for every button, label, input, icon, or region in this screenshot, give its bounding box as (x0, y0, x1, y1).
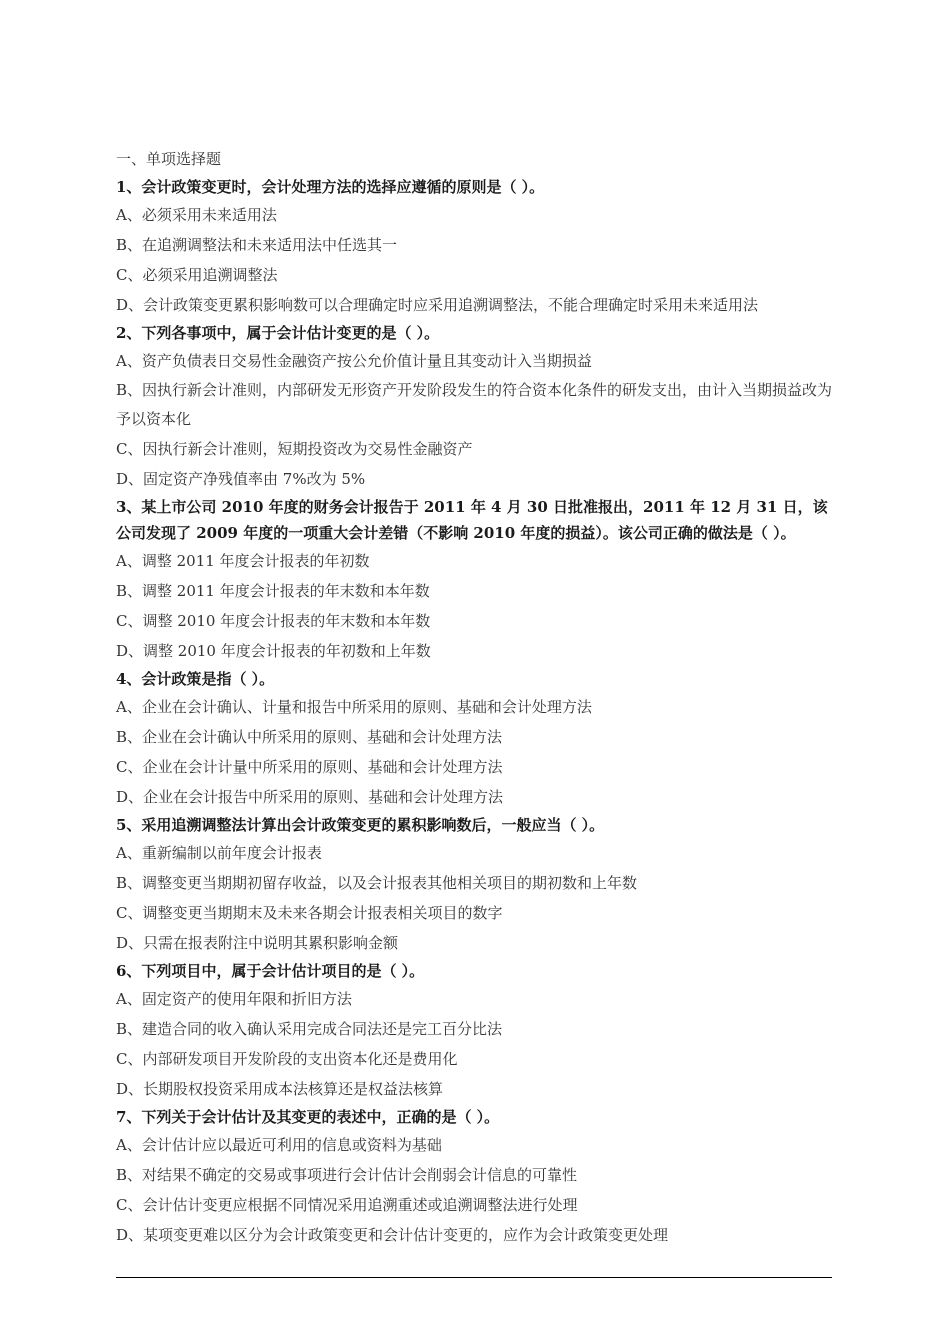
question-stem: 7、下列关于会计估计及其变更的表述中，正确的是（ ）。 (116, 1108, 500, 1126)
option-b: B、企业在会计确认中所采用的原则、基础和会计处理方法 (116, 728, 503, 746)
option-b: B、调整变更当期期初留存收益，以及会计报表其他相关项目的期初数和上年数 (116, 874, 638, 892)
question-block (116, 494, 838, 666)
option-a: A、必须采用未来适用法 (116, 206, 277, 224)
option-c: C、必须采用追溯调整法 (116, 266, 278, 284)
option-a: A、企业在会计确认、计量和报告中所采用的原则、基础和会计处理方法 (116, 698, 592, 716)
option-c: C、内部研发项目开发阶段的支出资本化还是费用化 (116, 1050, 458, 1068)
option-d: D、企业在会计报告中所采用的原则、基础和会计处理方法 (116, 788, 504, 806)
question-block (116, 666, 838, 812)
question-block (116, 174, 838, 320)
question-block (116, 812, 838, 958)
option-c: C、调整 2010 年度会计报表的年末数和本年数 (116, 612, 431, 630)
option-c: C、调整变更当期期末及未来各期会计报表相关项目的数字 (116, 904, 503, 922)
question-stem: 3、某上市公司 2010 年度的财务会计报告于 2011 年 4 月 30 日批准报出，2011 年 12 月 31 日，该公司发现了 2009 年度的一项重大会计差错（不影响 2010 年度的损益）。该公司正确的做法是（ ）。 (116, 498, 828, 542)
option-b: B、建造合同的收入确认采用完成合同法还是完工百分比法 (116, 1020, 503, 1038)
option-d: D、会计政策变更累积影响数可以合理确定时应采用追溯调整法，不能合理确定时采用未来适用法 (116, 296, 759, 314)
question-block (116, 320, 838, 494)
question-stem: 4、会计政策是指（ ）。 (116, 670, 275, 688)
option-d: D、某项变更难以区分为会计政策变更和会计估计变更的，应作为会计政策变更处理 (116, 1226, 669, 1244)
option-d: D、长期股权投资采用成本法核算还是权益法核算 (116, 1080, 444, 1098)
option-a: A、调整 2011 年度会计报表的年初数 (116, 552, 370, 570)
option-c: C、因执行新会计准则，短期投资改为交易性金融资产 (116, 440, 473, 458)
exam-content (116, 148, 838, 1250)
question-block (116, 958, 838, 1104)
option-b: B、对结果不确定的交易或事项进行会计估计会削弱会计信息的可靠性 (116, 1166, 578, 1184)
option-d: D、只需在报表附注中说明其累积影响金额 (116, 934, 399, 952)
question-stem: 5、采用追溯调整法计算出会计政策变更的累积影响数后，一般应当（ ）。 (116, 816, 605, 834)
footer-rule (116, 1277, 832, 1278)
question-block (116, 1104, 838, 1250)
question-stem: 2、下列各事项中，属于会计估计变更的是（ ）。 (116, 324, 440, 342)
option-a: A、会计估计应以最近可利用的信息或资料为基础 (116, 1136, 442, 1154)
option-c: C、企业在会计计量中所采用的原则、基础和会计处理方法 (116, 758, 503, 776)
question-stem: 6、下列项目中，属于会计估计项目的是（ ）。 (116, 962, 425, 980)
option-d: D、调整 2010 年度会计报表的年初数和上年数 (116, 642, 431, 660)
option-a: A、固定资产的使用年限和折旧方法 (116, 990, 352, 1008)
option-d: D、固定资产净残值率由 7%改为 5% (116, 470, 366, 488)
question-stem: 1、会计政策变更时，会计处理方法的选择应遵循的原则是（ ）。 (116, 178, 545, 196)
section-title: 一、单项选择题 (116, 150, 222, 168)
option-b: B、在追溯调整法和未来适用法中任选其一 (116, 236, 398, 254)
option-a: A、资产负债表日交易性金融资产按公允价值计量且其变动计入当期损益 (116, 352, 592, 370)
option-b: B、因执行新会计准则，内部研发无形资产开发阶段发生的符合资本化条件的研发支出，由计入当期损益改为予以资本化 (116, 381, 833, 428)
option-b: B、调整 2011 年度会计报表的年末数和本年数 (116, 582, 430, 600)
option-a: A、重新编制以前年度会计报表 (116, 844, 322, 862)
option-c: C、会计估计变更应根据不同情况采用追溯重述或追溯调整法进行处理 (116, 1196, 578, 1214)
